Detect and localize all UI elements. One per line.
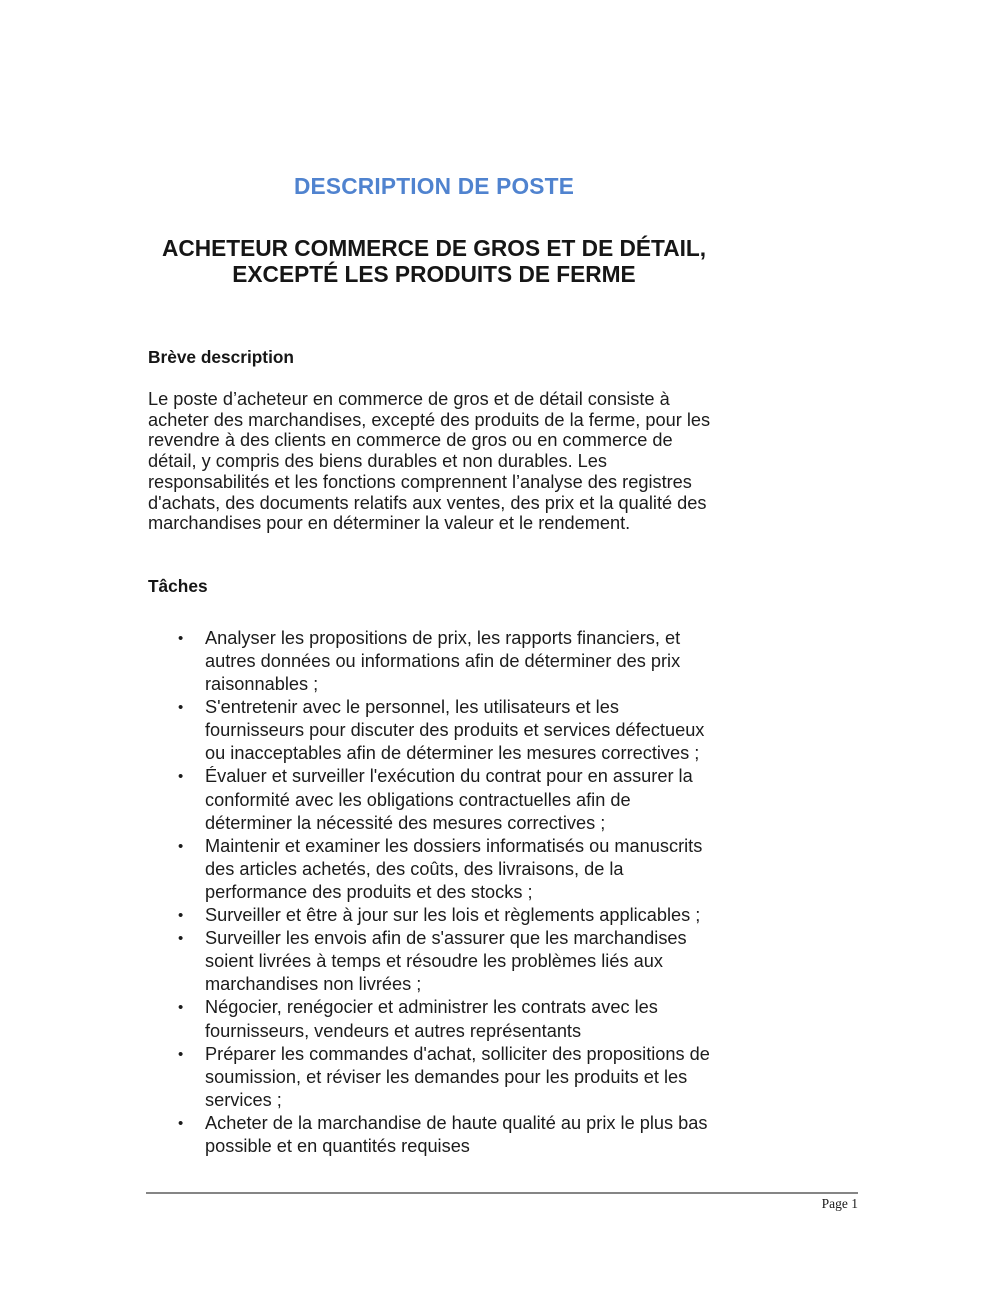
section-heading-breve-description: Brève description: [148, 347, 294, 367]
task-text: Surveiller et être à jour sur les lois et règlements applicables ;: [205, 905, 701, 926]
document-content: [148, 0, 720, 1158]
task-text: Évaluer et surveiller l'exécution du contrat pour en assurer la conformité avec les obligations contractuelles afin de déterminer la nécessité des mesures correctives ;: [205, 766, 693, 833]
bullet-icon: •: [178, 629, 184, 647]
brief-description-paragraph: Le poste d’acheteur en commerce de gros et de détail consiste à acheter des marchandises, excepté des produits de la ferme, pour les revendre à des clients en commerce de gros ou en commerce de détail, y compris des biens durables et non durables. Les responsabilités et les fonctions comprennent l’analyse des registres d'achats, des documents relatifs aux ventes, des prix et la qualité des marchandises pour en déterminer la valeur et le rendement.: [148, 389, 711, 534]
task-list: [148, 627, 720, 1158]
task-item: [148, 696, 720, 765]
job-title-line-1: ACHETEUR COMMERCE DE GROS ET DE DÉTAIL,: [161, 235, 707, 261]
task-text: Préparer les commandes d'achat, solliciter des propositions de soumission, et réviser les demandes pour les produits et les services ;: [205, 1043, 710, 1110]
job-title-line-2: EXCEPTÉ LES PRODUITS DE FERME: [232, 261, 636, 287]
page-footer: [146, 1192, 858, 1212]
task-text: Surveiller les envois afin de s'assurer que les marchandises soient livrées à temps et résoudre les problèmes liés aux marchandises non livrées ;: [205, 928, 687, 995]
footer-divider: [146, 1192, 858, 1194]
task-item: [148, 927, 720, 996]
task-item: [148, 1112, 720, 1158]
bullet-icon: •: [178, 930, 184, 948]
bullet-icon: •: [178, 1114, 184, 1132]
task-text: Maintenir et examiner les dossiers informatisés ou manuscrits des articles achetés, des coûts, des livraisons, de la performance des produits et des stocks ;: [205, 835, 703, 902]
task-item: [148, 765, 720, 834]
task-text: Analyser les propositions de prix, les rapports financiers, et autres données ou informations afin de déterminer des prix raisonnables ;: [205, 627, 681, 695]
task-item: [148, 996, 720, 1042]
section-heading-taches: Tâches: [148, 575, 208, 596]
task-item: [148, 835, 720, 904]
job-title: [148, 235, 720, 287]
document-title: DESCRIPTION DE POSTE: [293, 173, 575, 199]
bullet-icon: •: [178, 837, 184, 855]
task-text: Acheter de la marchandise de haute qualité au prix le plus bas possible et en quantités requises: [205, 1112, 708, 1156]
task-text: S'entretenir avec le personnel, les utilisateurs et les fournisseurs pour discuter des produits et services défectueux ou inacceptables afin de déterminer les mesures correctives ;: [205, 697, 705, 764]
bullet-icon: •: [178, 1045, 184, 1063]
page-number: Page 1: [821, 1196, 858, 1211]
bullet-icon: •: [178, 768, 184, 786]
bullet-icon: •: [178, 999, 184, 1017]
bullet-icon: •: [178, 699, 184, 717]
bullet-icon: •: [178, 907, 184, 925]
task-item: [148, 1043, 720, 1112]
task-item: [148, 904, 720, 927]
task-item: [148, 627, 720, 696]
task-text: Négocier, renégocier et administrer les contrats avec les fournisseurs, vendeurs et autres représentants: [205, 997, 658, 1041]
